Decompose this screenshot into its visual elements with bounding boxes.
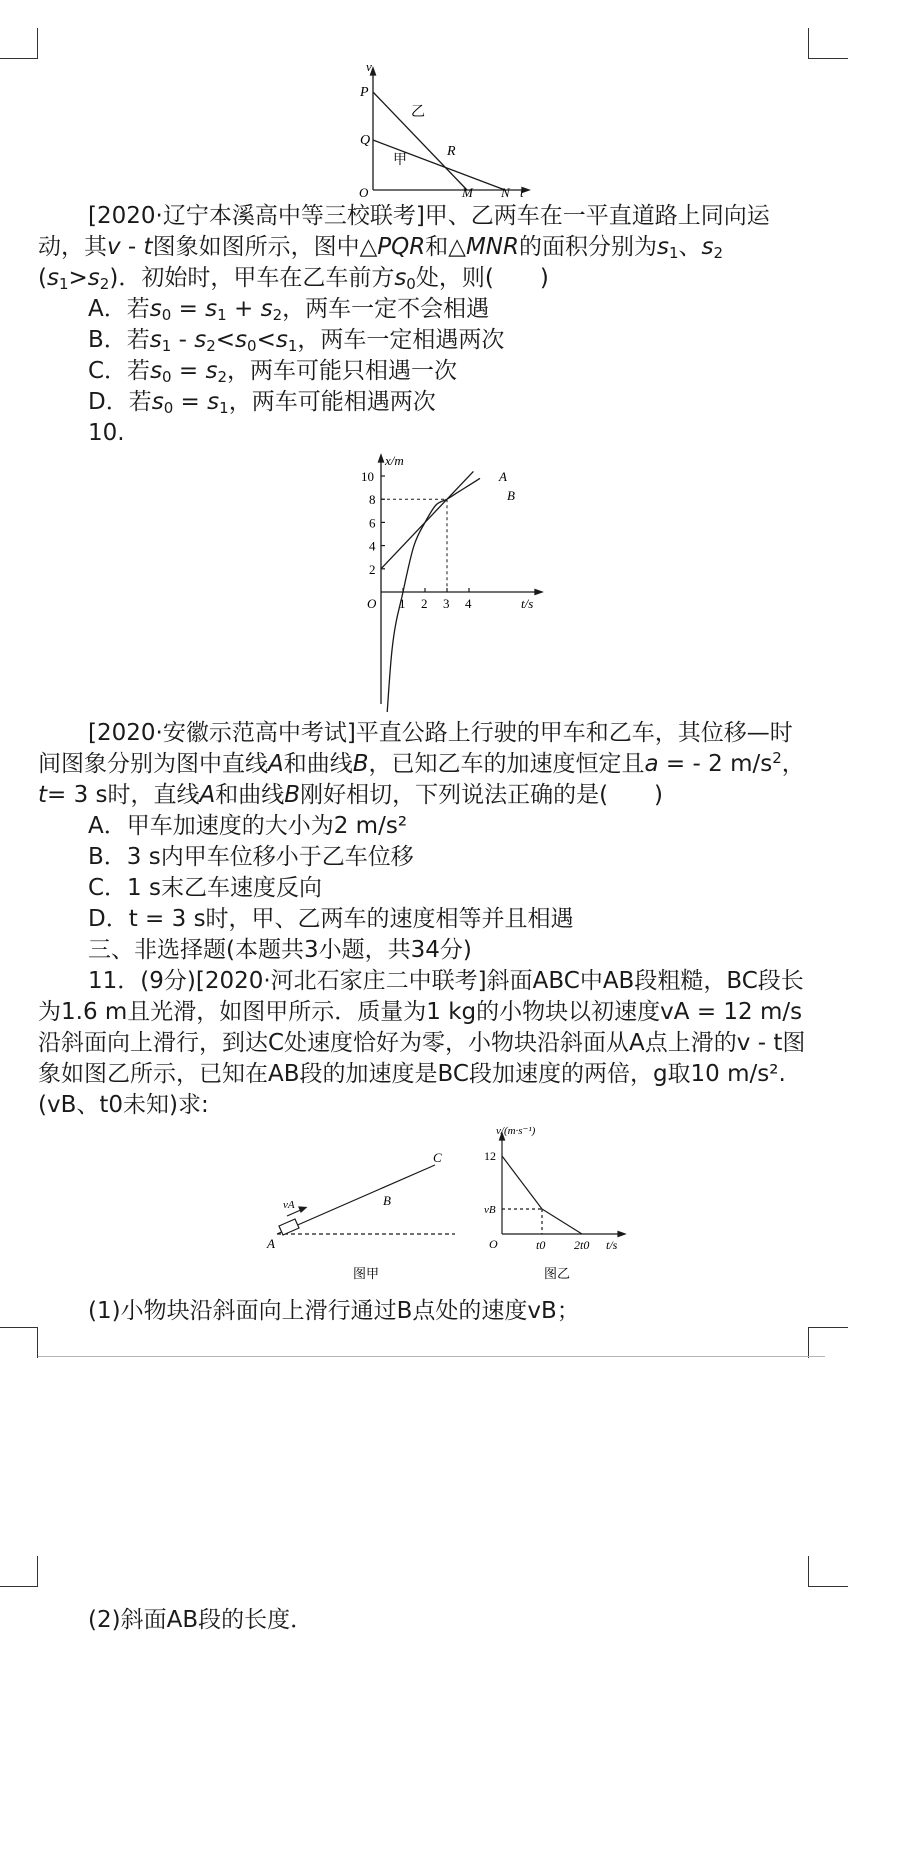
crop-mark-bottom-right (808, 1586, 848, 1587)
q9-point-p: P (360, 85, 369, 100)
q10-y-tick-label: 6 (369, 515, 376, 531)
q10-option-a: A．甲车加速度的大小为2 m/s² (88, 813, 408, 839)
crop-mark-top-left (0, 58, 38, 59)
q11-incline-figure (265, 1140, 465, 1285)
q10-origin-label: O (367, 596, 377, 611)
q11-part-1: (1)小物块沿斜面向上滑行通过B点处的速度vB； (88, 1298, 580, 1324)
q9-option-b: B．若$s_1 - s_2<s_0<s_1$，两车一定相遇两次 (88, 327, 505, 355)
q9-option-a: A．若$s_0 = s_1 + s_2$，两车一定不会相遇 (88, 296, 490, 324)
q10-stem: [2020·安徽示范高中考试]平直公路上行驶的甲车和乙车，其位移—时间图象分别为图中直线A和曲线B，已知乙车的加速度恒定且a = - 2 $m/s^2$，t= 3 s时，直线A和曲线B刚好相切，下列说法正确的是( ) (38, 720, 805, 808)
q10-axis-x-title: x/m (385, 453, 404, 468)
q9-point-r: R (447, 144, 456, 159)
q10-x-tick-label: 1 (399, 596, 406, 611)
crop-mark-bottom-left (0, 1586, 38, 1587)
q10-number: 10. (88, 420, 125, 446)
q10-option-c: C．1 s末乙车速度反向 (88, 875, 322, 901)
q10-y-tick-label: 8 (369, 492, 376, 508)
q9-stem: [2020·辽宁本溪高中等三校联考]甲、乙两车在一平直道路上同向运动，其v - t图象如图所示，图中△PQR和△MNR的面积分别为$s_1$、$s_2$ $(s_1>s_2)$．初始时，甲车在乙车前方$s_0$处，则( ) (38, 203, 770, 293)
crop-mark-mid-right (808, 1327, 848, 1328)
q10-x-tick-label: 2 (421, 596, 428, 611)
q9-vt-figure (355, 60, 535, 198)
crop-mark-top-right (808, 28, 809, 59)
q9-line-jia-label: 甲 (393, 153, 407, 168)
section-3-heading: 三、非选择题(本题共3小题，共34分) (88, 937, 472, 963)
q9-option-c: C．若$s_0 = s_2$，两车可能只相遇一次 (88, 358, 458, 386)
q11-va-label: vA (283, 1199, 295, 1211)
q11-point-b: B (383, 1193, 391, 1208)
q10-curve-b-label: B (507, 488, 515, 503)
q11-tick-t0: t0 (536, 1238, 546, 1252)
crop-mark-top-left (37, 28, 38, 59)
q10-option-b: B．3 s内甲车位移小于乙车位移 (88, 844, 414, 870)
q11-caption-yi: 图乙 (544, 1266, 571, 1281)
q10-line-a-label: A (499, 469, 507, 484)
q11-origin-label: O (489, 1237, 498, 1251)
q10-line-a (381, 471, 473, 568)
q11-axis-v-label: v/(m·s⁻¹) (496, 1125, 536, 1137)
q11-tick-2t0: 2t0 (574, 1238, 590, 1252)
crop-mark-mid-right (808, 1327, 809, 1358)
q11-caption-jia: 图甲 (353, 1266, 380, 1281)
q9-point-q: Q (360, 133, 371, 148)
q9-origin-label: O (359, 185, 369, 198)
q11-part-2: (2)斜面AB段的长度． (88, 1607, 314, 1633)
q11-vt-figure (480, 1122, 640, 1285)
q10-option-d: D．t = 3 s时，甲、乙两车的速度相等并且相遇 (88, 906, 574, 932)
q9-option-d: D．若$s_0 = s_1$，两车可能相遇两次 (88, 389, 436, 417)
crop-mark-bottom-left (37, 1556, 38, 1587)
page-break-line (38, 1356, 825, 1357)
q10-y-tick-label: 10 (361, 469, 374, 484)
q11-vb-label: vB (484, 1204, 496, 1216)
q9-axis-v-label: v (366, 60, 372, 74)
q11-axis-t-label: t/s (606, 1238, 618, 1252)
q9-point-n: N (501, 185, 510, 198)
q9-line-yi-label: 乙 (411, 105, 425, 120)
q11-stem: 11．(9分)[2020·河北石家庄二中联考]斜面ABC中AB段粗糙，BC段长为1.6 m且光滑，如图甲所示．质量为1 kg的小物块以初速度vA = 12 m/s沿斜面向上滑行，到达C处速度恰好为零，小物块沿斜面从A点上滑的v - t图象如图乙所示，已知在AB段的加速度是BC段加速度的两倍，g取10 m/s².(vB、t0未知)求: (38, 968, 806, 1118)
crop-mark-bottom-right (808, 1556, 809, 1587)
crop-mark-mid-left (0, 1327, 38, 1328)
q11-point-a: A (267, 1236, 275, 1251)
q9-point-m: M (462, 185, 473, 198)
q11-point-c: C (433, 1150, 442, 1165)
q10-x-tick-label: 3 (443, 596, 450, 611)
q10-axis-t-title: t/s (521, 596, 534, 611)
q10-y-tick-label: 4 (369, 538, 376, 554)
q10-y-tick-label: 2 (369, 561, 376, 577)
q10-x-tick-label: 4 (465, 596, 472, 611)
q11-tick-12: 12 (484, 1149, 496, 1163)
q10-xt-chart (355, 452, 545, 712)
q9-axis-t-label: t (520, 185, 524, 198)
crop-mark-top-right (808, 58, 848, 59)
crop-mark-mid-left (37, 1327, 38, 1358)
